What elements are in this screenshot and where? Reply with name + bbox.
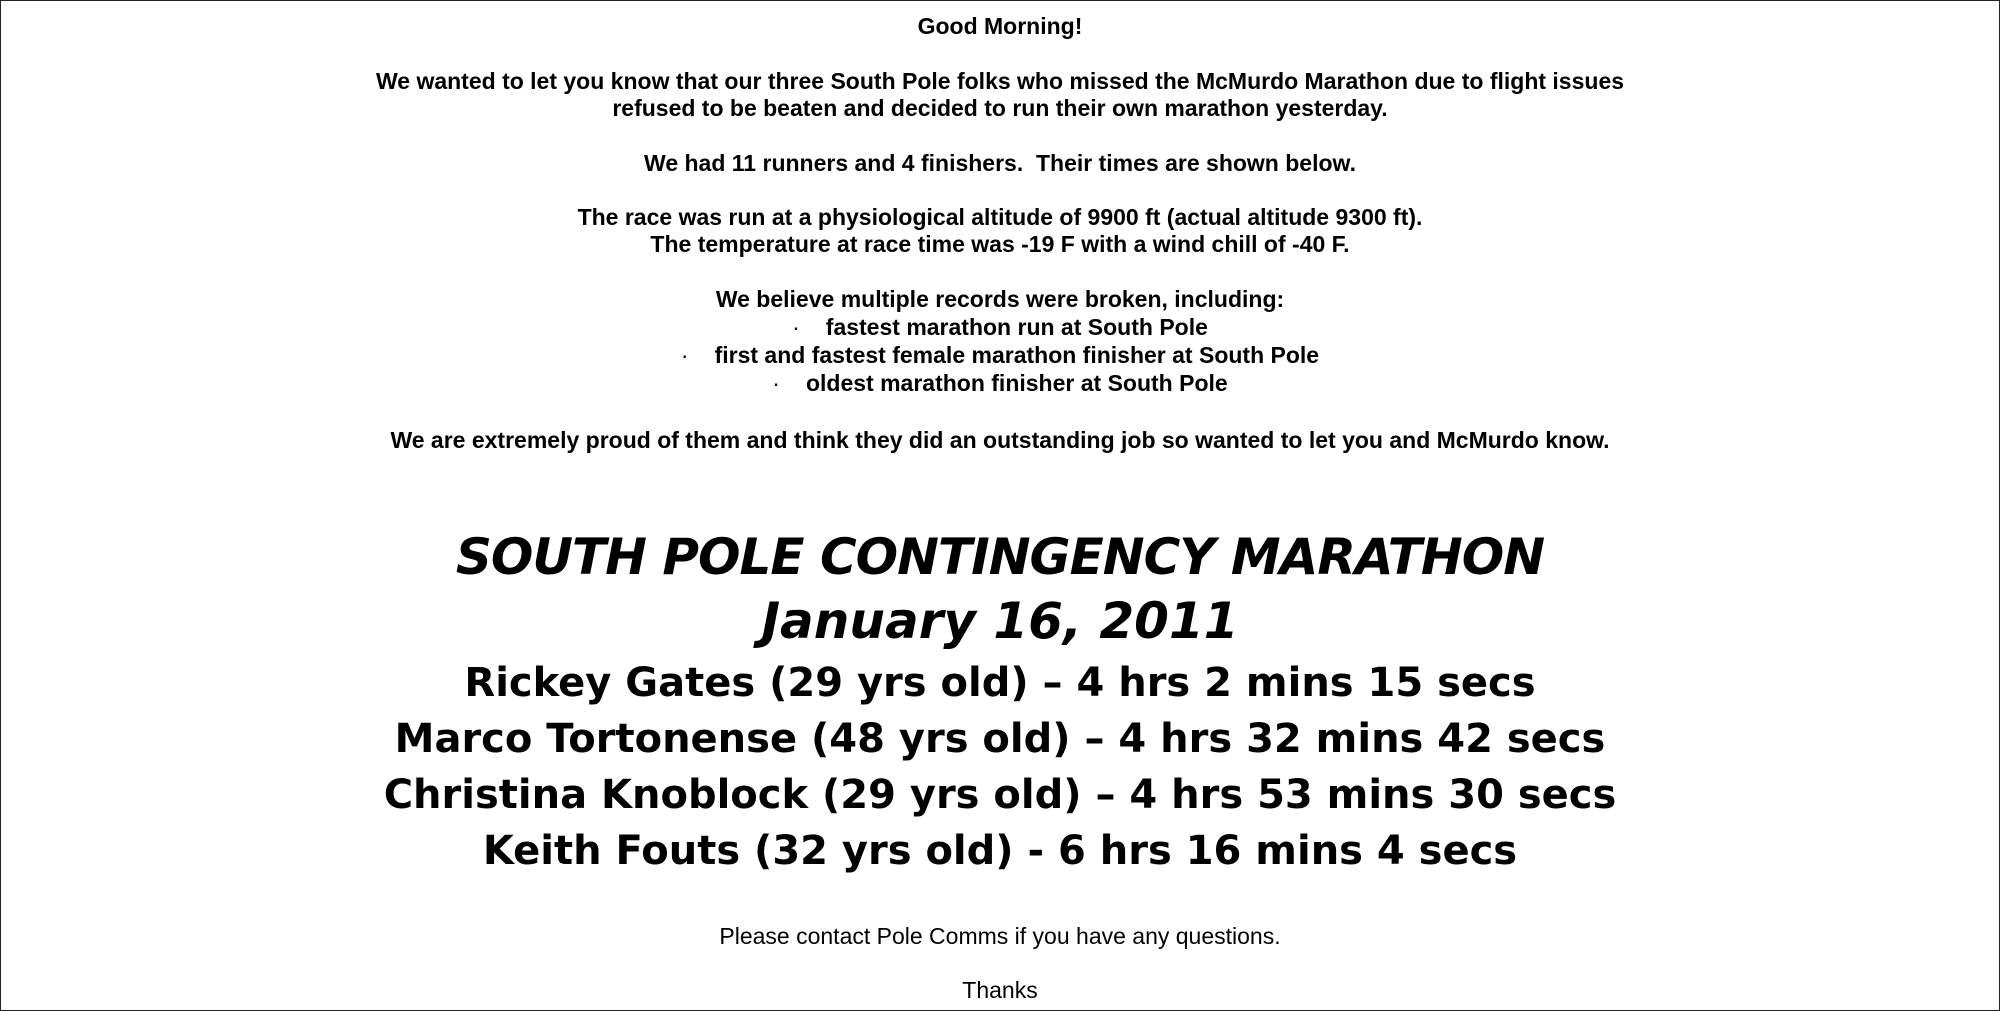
event-title: SOUTH POLE CONTINGENCY MARATHON bbox=[455, 528, 1545, 586]
greeting-text: Good Morning! bbox=[917, 13, 1083, 39]
records-intro-text: We believe multiple records were broken, including: bbox=[715, 286, 1285, 312]
sign-off bbox=[1, 977, 1999, 1004]
runners-paragraph bbox=[1, 150, 1999, 177]
records-intro bbox=[1, 286, 1999, 313]
event-date: January 16, 2011 bbox=[761, 592, 1239, 650]
finisher-row: Christina Knoblock (29 yrs old) – 4 hrs 53 mins 30 secs bbox=[383, 772, 1617, 818]
closing-text: We are extremely proud of them and think they did an outstanding job so wanted to let you and McMurdo know. bbox=[390, 427, 1610, 453]
closing-paragraph bbox=[1, 427, 1999, 454]
record-item bbox=[1, 313, 1999, 341]
bullet-icon: · bbox=[772, 370, 780, 396]
intro-line-1: We wanted to let you know that our three South Pole folks who missed the McMurdo Marathon due to flight issues bbox=[375, 68, 1625, 94]
runners-line: We had 11 runners and 4 finishers. Their times are shown below. bbox=[644, 150, 1356, 176]
intro-line-2: refused to be beaten and decided to run their own marathon yesterday. bbox=[612, 95, 1388, 121]
finisher-row: Rickey Gates (29 yrs old) – 4 hrs 2 mins 15 secs bbox=[464, 660, 1536, 706]
thanks-text: Thanks bbox=[962, 977, 1038, 1003]
conditions-paragraph bbox=[1, 204, 1999, 258]
record-text: oldest marathon finisher at South Pole bbox=[805, 370, 1228, 396]
marathon-results bbox=[1, 527, 1999, 879]
greeting bbox=[1, 13, 1999, 40]
record-item bbox=[1, 341, 1999, 369]
temperature-line: The temperature at race time was -19 F with a wind chill of -40 F. bbox=[650, 231, 1350, 257]
record-item bbox=[1, 369, 1999, 397]
finisher-row: Keith Fouts (32 yrs old) - 6 hrs 16 mins 4 secs bbox=[482, 828, 1518, 874]
contact-text: Please contact Pole Comms if you have any questions. bbox=[719, 923, 1281, 949]
records-list bbox=[1, 313, 1999, 397]
contact-note bbox=[1, 923, 1999, 950]
intro-paragraph bbox=[1, 68, 1999, 122]
record-text: fastest marathon run at South Pole bbox=[825, 314, 1208, 340]
altitude-line: The race was run at a physiological altitude of 9900 ft (actual altitude 9300 ft). bbox=[577, 204, 1423, 230]
bullet-icon: · bbox=[680, 342, 689, 368]
record-text: first and fastest female marathon finisher at South Pole bbox=[714, 342, 1320, 368]
bullet-icon: · bbox=[792, 314, 800, 340]
finisher-row: Marco Tortonense (48 yrs old) – 4 hrs 32 mins 42 secs bbox=[394, 716, 1606, 762]
